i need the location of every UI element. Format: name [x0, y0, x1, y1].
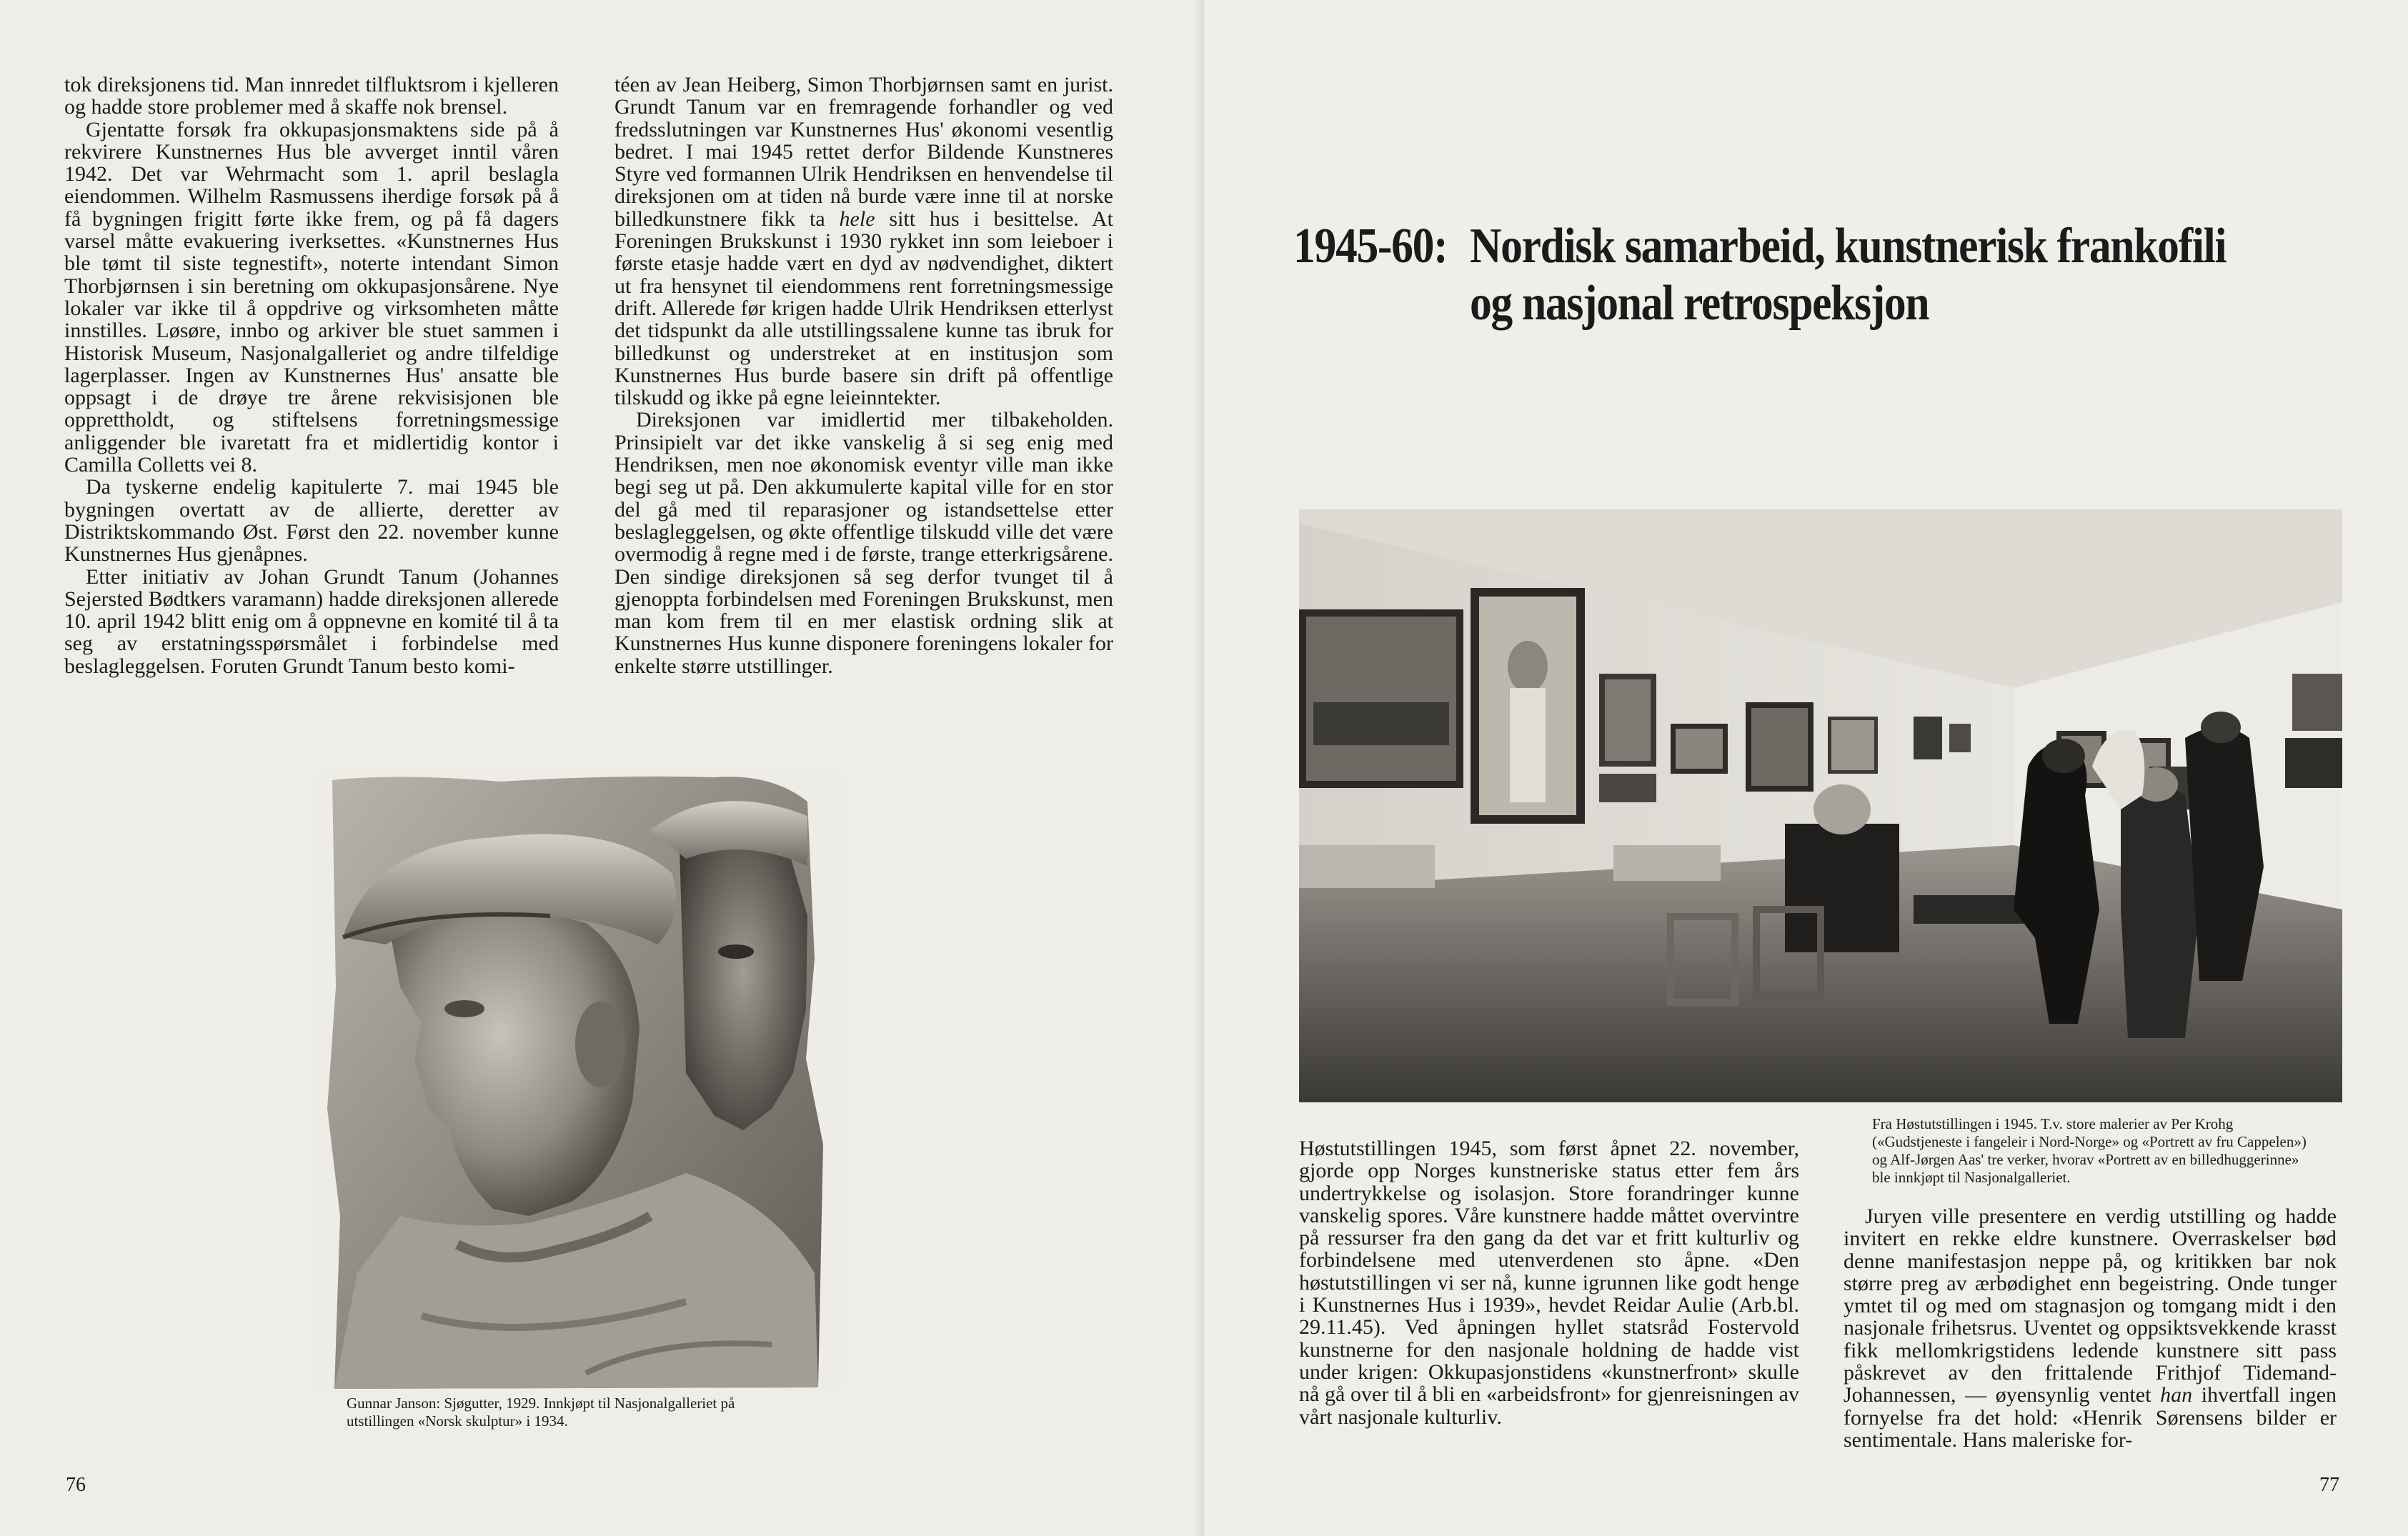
text-run: ihvertfall ingen fornyelse fra det hold: «Henrik Sørensens bilder er sentimentale. Hans maleriske for-	[1844, 1383, 2337, 1452]
paragraph: Gjentatte forsøk fra okkupasjonsmaktens side på å rekvirere Kunstnernes Hus ble avverget inntil våren 1942. Det var Wehrmacht som 1. april beslagla eiendommen. Wilhelm Rasmussens iherdige forsøk på å få bygningen frigitt førte ikke frem, og på få dagers varsel måtte evakuering iverksettes. «Kunstnernes Hus ble tømt til siste tegnestift», noterte intendant Simon Thorbjørnsen i sin beretning om okkupasjonsårene. Nye lokaler var ikke til å oppdrive og virksomheten måtte innstilles. Løsøre, innbo og arkiver ble stuet sammen i Historisk Museum, Nasjonalgalleriet og andre tilfeldige lagerplasser. Ingen av Kunstnernes Hus' ansatte ble oppsagt i de drøye tre årene rekvisisjonen ble opprettholdt, og stiftelsens forretningsmessige anliggender ble ivaretatt fra et midlertidig kontor i Camilla Colletts vei 8.	[64, 117, 559, 477]
chapter-title-line-2: og nasjonal retrospeksjon	[1469, 276, 1929, 331]
exhibition-caption: Fra Høstutstillingen i 1945. T.v. store malerier av Per Krohg («Gudstjeneste i fangeleir i Nord-Norge» og «Portrett av fru Cappelen») og Alf-Jørgen Aas' tre verker, hvorav «Portrett av en billedhuggerinne» ble innkjøpt til Nasjonalgalleriet.	[1872, 1115, 2307, 1186]
chapter-title-line-1: Nordisk samarbeid, kunstnerisk frankofili	[1469, 219, 2227, 274]
right-column-1	[1299, 1137, 1799, 1428]
emphasis: han	[2160, 1383, 2193, 1407]
text-run: téen av Jean Heiberg, Simon Thorbjørnsen samt en jurist. Grundt Tanum var en fremragende forhandler og ved fredsslutningen var Kunstnernes Hus' økonomi vesentlig bedret. I mai 1945 rettet derfor Bildende Kunstneres Styre ved formannen Ulrik Hendriksen en henvendelse til direksjonen om at tiden nå burde være inne til at norske billedkunstnere fikk ta	[615, 73, 1113, 231]
sculpture-relief-image	[314, 773, 843, 1389]
paragraph: Direksjonen var imidlertid mer tilbakeholden. Prinsipielt var det ikke vanskelig å si seg enig med Hendriksen, men noe økonomisk eventyr ville man ikke begi seg ut på. Den akkumulerte kapital ville for en stor del gå med til reparasjoner og istandsettelse etter beslagleggelsen, og økte offentlige tilskudd ville det være overmodig å regne med i de første, trange etterkrigsårene. Den sindige direksjonen så seg derfor tvunget til å gjenoppta forbindelsen med Foreningen Brukskunst, men man kom frem til en mer elastisk ordning slik at Kunstnernes Hus kunne disponere foreningens lokaler for enkelte større utstillinger.	[615, 408, 1113, 678]
sculpture-caption: Gunnar Janson: Sjøgutter, 1929. Innkjøpt til Nasjonalgalleriet på utstillingen «Norsk skulptur» i 1934.	[347, 1395, 735, 1430]
text-run: Juryen ville presentere en verdig utstilling og hadde invitert en rekke eldre kunstnere. Overraskelser bød denne manifestasjon neppe på, og kritikken bar nok større preg av ærbødighet enn begeistring. Onde tunger ymtet til og med om stagnasjon og tomgang midt i den nasjonale frihetsrus. Uventet og oppsiktsvekkende krasst fikk mellomkrigstidens ledende kunstnere sitt pass påskrevet av den frittalende Frithjof Tidemand-Johannessen, — øyensynlig ventet	[1844, 1205, 2337, 1407]
page-number-right: 77	[2319, 1474, 2339, 1496]
paragraph: Høstutstillingen 1945, som først åpnet 22. november, gjorde opp Norges kunstneriske status etter fem års undertrykkelse og isolasjon. Store forandringer kunne vanskelig spores. Våre kunstnere hadde måttet overvintre på ressurser fra den gang da det var et fritt kulturliv og forbindelsene med utenverdenen sto åpne. «Den høstutstillingen vi ser nå, kunne igrunnen like godt henge i Kunstnernes Hus i 1939», hevdet Reidar Aulie (Arb.bl. 29.11.45). Ved åpningen hyllet statsråd Fostervold kunstnerne for den nasjonale holdning de hadde vist under krigen: Okkupasjonstidens «kunstnerfront» skulle nå gå over til å bli en «arbeidsfront» for gjenreisningen av vårt nasjonale kulturliv.	[1299, 1137, 1799, 1429]
chapter-title	[1470, 218, 2226, 332]
paragraph: Da tyskerne endelig kapitulerte 7. mai 1945 ble bygningen overtatt av de allierte, deretter av Distriktskommando Øst. Først den 22. november kunne Kunstnernes Hus gjenåpnes.	[64, 475, 559, 567]
paragraph	[1844, 1205, 2337, 1451]
paragraph: tok direksjonens tid. Man innredet tilfluktsrom i kjelleren og hadde store problemer med å skaffe nok brensel.	[64, 73, 559, 119]
gallery-interior-image	[1299, 509, 2342, 1102]
exhibition-photo	[1299, 509, 2342, 1102]
emphasis: hele	[839, 206, 875, 231]
text-run: sitt hus i besittelse. At Foreningen Brukskunst i 1930 rykket inn som leieboer i første etasje hadde vært en dyd av nødvendighet, diktert ut fra hensynet til eiendommens rent forretningsmessige drift. Allerede før krigen hadde Ulrik Hendriksen etterlyst det tidspunkt da alle utstillingssalene kunne tas ibruk for billedkunst og understreket at en institusjon som Kunstnernes Hus burde basere sin drift på offentlige tilskudd og ikke på egne leieinntekter.	[615, 206, 1114, 410]
paragraph: Etter initiativ av Johan Grundt Tanum (Johannes Sejersted Bødtkers varamann) hadde direksjonen allerede 10. april 1942 blitt enig om å oppnevne en komité til å ta seg av erstatningsspørsmålet i forbindelse med beslagleggelsen. Foruten Grundt Tanum besto komi-	[64, 564, 559, 678]
page-number-left: 76	[66, 1474, 86, 1496]
left-column-1	[64, 74, 559, 677]
paragraph	[615, 74, 1113, 409]
right-column-2	[1844, 1205, 2337, 1451]
chapter-years: 1945-60:	[1293, 219, 1448, 274]
left-column-2	[615, 74, 1113, 677]
chapter-heading	[1293, 218, 2237, 332]
sculpture-photo	[314, 773, 843, 1389]
